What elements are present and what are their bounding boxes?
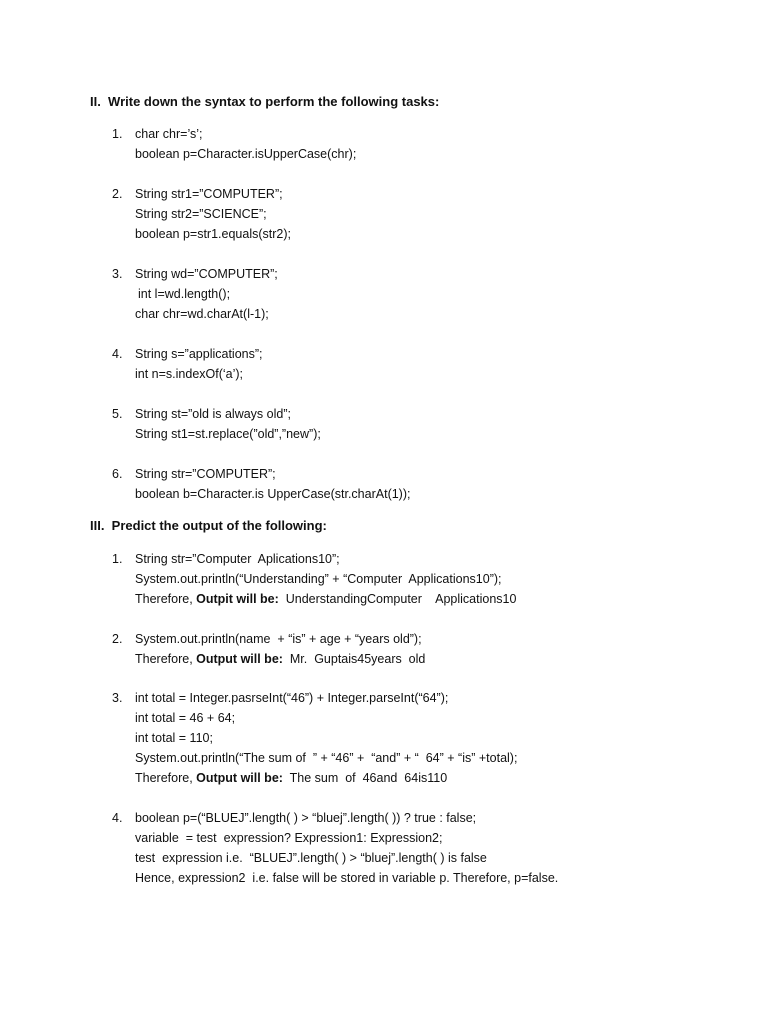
item-number: 6. — [112, 467, 123, 481]
item-number: 4. — [112, 347, 123, 361]
item-number: 3. — [112, 267, 123, 281]
code-line: variable = test expression? Expression1: Expression2; — [135, 831, 443, 845]
code-line: char chr=wd.charAt(l-1); — [135, 307, 269, 321]
item-number: 1. — [112, 127, 123, 141]
output-line — [135, 768, 517, 788]
code-line: test expression i.e. “BLUEJ”.length( ) > “bluej”.length( ) is false — [135, 851, 487, 865]
output-label: Output will be: — [196, 652, 283, 666]
item-number: 4. — [112, 811, 123, 825]
code-line: boolean b=Character.is UpperCase(str.charAt(1)); — [135, 487, 411, 501]
code-line: int total = 46 + 64; — [135, 711, 236, 725]
code-line: boolean p=str1.equals(str2); — [135, 227, 291, 241]
code-line: String st=”old is always old”; — [135, 407, 291, 421]
therefore-prefix: Therefore, — [135, 592, 197, 606]
output-label: Output will be: — [196, 771, 283, 785]
item-number: 2. — [112, 632, 123, 646]
therefore-prefix: Therefore, — [135, 771, 197, 785]
output-label: Outpit will be: — [196, 592, 279, 606]
output-value: UnderstandingComputer Applications10 — [278, 592, 517, 606]
code-line: String str1=”COMPUTER”; — [135, 187, 283, 201]
code-line: Hence, expression2 i.e. false will be stored in variable p. Therefore, p=false. — [135, 871, 559, 885]
output-value: Mr. Guptais45years old — [282, 652, 426, 666]
code-line: System.out.println(“Understanding” + “Computer Applications10”); — [135, 572, 502, 586]
code-line: boolean p=(“BLUEJ”.length( ) > “bluej”.length( )) ? true : false; — [135, 811, 477, 825]
code-line: String s=”applications”; — [135, 347, 263, 361]
item-number: 2. — [112, 187, 123, 201]
code-line: String st1=st.replace(”old”,”new”); — [135, 427, 321, 441]
item-number: 1. — [112, 552, 123, 566]
code-line: String str=”Computer Aplications10”; — [135, 552, 340, 566]
code-line: int l=wd.length(); — [138, 287, 231, 301]
code-line: char chr=’s’; — [135, 127, 203, 141]
code-line: System.out.println(name + “is” + age + “years old”); — [135, 632, 422, 646]
code-line: String wd=”COMPUTER”; — [135, 267, 278, 281]
code-line: String str2=”SCIENCE”; — [135, 207, 267, 221]
section-heading: III. Predict the output of the following: — [90, 518, 327, 533]
therefore-prefix: Therefore, — [135, 652, 197, 666]
code-line: boolean p=Character.isUpperCase(chr); — [135, 147, 357, 161]
code-line: String str=”COMPUTER”; — [135, 467, 276, 481]
output-line — [135, 589, 516, 609]
code-line: int total = 110; — [135, 731, 213, 745]
output-value: The sum of 46and 64is110 — [282, 771, 448, 785]
item-number: 5. — [112, 407, 123, 421]
code-line: int n=s.indexOf(‘a’); — [135, 367, 244, 381]
output-line — [135, 649, 425, 669]
code-line: int total = Integer.pasrseInt(“46”) + Integer.parseInt(“64”); — [135, 691, 449, 705]
item-number: 3. — [112, 691, 123, 705]
section-heading: II. Write down the syntax to perform the following tasks: — [90, 94, 440, 109]
code-line: System.out.println(“The sum of ” + “46” + “and” + “ 64” + “is” +total); — [135, 751, 518, 765]
